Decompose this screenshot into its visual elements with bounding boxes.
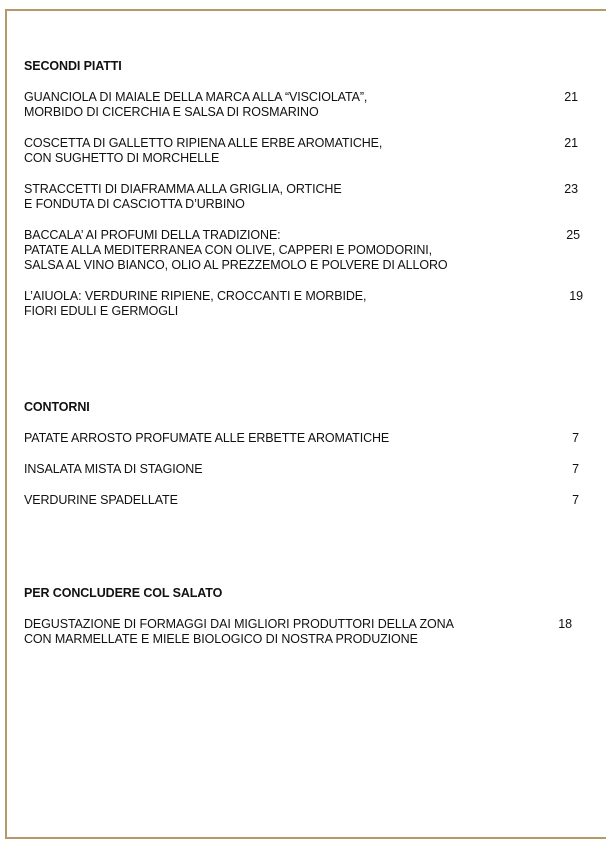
item-line: VERDURINE SPADELLATE xyxy=(24,493,178,507)
section-title: CONTORNI xyxy=(24,400,90,414)
item-line: INSALATA MISTA DI STAGIONE xyxy=(24,462,203,476)
item-line: MORBIDO DI CICERCHIA E SALSA DI ROSMARINO xyxy=(24,105,319,119)
menu-item xyxy=(24,90,586,120)
item-line: SALSA AL VINO BIANCO, OLIO AL PREZZEMOLO E POLVERE DI ALLORO xyxy=(24,258,448,272)
section-secondi-piatti xyxy=(24,59,586,319)
item-price: 18 xyxy=(558,617,572,631)
item-line: PATATE ARROSTO PROFUMATE ALLE ERBETTE AROMATICHE xyxy=(24,431,390,445)
menu-item xyxy=(24,462,586,477)
item-line: STRACCETTI DI DIAFRAMMA ALLA GRIGLIA, ORTICHE xyxy=(24,182,342,196)
item-price: 21 xyxy=(564,136,578,150)
item-line: COSCETTA DI GALLETTO RIPIENA ALLE ERBE AROMATICHE, xyxy=(24,136,383,150)
item-price: 7 xyxy=(572,493,579,507)
item-line: E FONDUTA DI CASCIOTTA D’URBINO xyxy=(24,197,245,211)
menu-item xyxy=(24,431,586,446)
item-description xyxy=(24,182,586,212)
menu-item xyxy=(24,493,586,508)
item-description xyxy=(24,617,586,647)
section-title: SECONDI PIATTI xyxy=(24,59,122,73)
section-title: PER CONCLUDERE COL SALATO xyxy=(24,586,223,600)
item-description xyxy=(24,431,586,446)
section-per-concludere-col-salato xyxy=(24,586,586,647)
item-price: 23 xyxy=(564,182,578,196)
section-contorni xyxy=(24,400,586,508)
item-description xyxy=(24,493,586,508)
item-description xyxy=(24,228,586,273)
menu-item xyxy=(24,617,586,647)
item-description xyxy=(24,90,586,120)
item-description xyxy=(24,462,586,477)
item-line: BACCALA’ AI PROFUMI DELLA TRADIZIONE: xyxy=(24,228,281,242)
menu-item xyxy=(24,182,586,212)
item-price: 25 xyxy=(566,228,580,242)
item-line: L’AIUOLA: VERDURINE RIPIENE, CROCCANTI E MORBIDE, xyxy=(24,289,367,303)
item-line: CON MARMELLATE E MIELE BIOLOGICO DI NOSTRA PRODUZIONE xyxy=(24,632,418,646)
item-line: FIORI EDULI E GERMOGLI xyxy=(24,304,179,318)
menu-item xyxy=(24,136,586,166)
item-price: 7 xyxy=(572,462,579,476)
item-line: DEGUSTAZIONE DI FORMAGGI DAI MIGLIORI PRODUTTORI DELLA ZONA xyxy=(24,617,454,631)
item-price: 21 xyxy=(564,90,578,104)
item-description xyxy=(24,136,586,166)
item-description xyxy=(24,289,586,319)
item-line: CON SUGHETTO DI MORCHELLE xyxy=(24,151,220,165)
item-price: 7 xyxy=(572,431,579,445)
item-price: 19 xyxy=(569,289,583,303)
item-line: PATATE ALLA MEDITERRANEA CON OLIVE, CAPPERI E POMODORINI, xyxy=(24,243,433,257)
menu-item xyxy=(24,289,586,319)
item-line: GUANCIOLA DI MAIALE DELLA MARCA ALLA “VISCIOLATA”, xyxy=(24,90,368,104)
menu-item xyxy=(24,228,586,273)
